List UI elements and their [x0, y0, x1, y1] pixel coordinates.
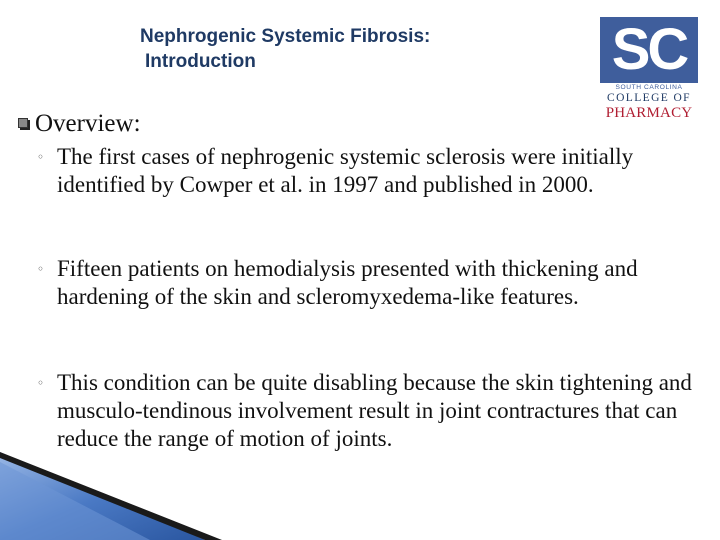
overview-heading	[18, 110, 141, 138]
logo-mark: SC	[600, 17, 698, 83]
slide-title	[140, 24, 560, 74]
logo-line-3: PHARMACY	[605, 105, 693, 121]
checkbox-square-icon	[18, 118, 28, 128]
overview-label: Overview:	[35, 110, 141, 137]
slide-title-line-2: Introduction	[145, 51, 256, 72]
bullet-point-2-text: Fifteen patients on hemodialysis presented with thickening and hardening of the skin and scleromyxedema-like features.	[57, 256, 638, 309]
circle-bullet-icon: ◦	[37, 262, 45, 276]
bullet-point-3-text: This condition can be quite disabling because the skin tightening and musculo-tendinous involvement result in joint contractures that can reduce the range of motion of joints.	[57, 370, 692, 451]
circle-bullet-icon: ◦	[37, 376, 45, 390]
logo-line-2: COLLEGE OF	[607, 92, 691, 104]
slide-title-line-1: Nephrogenic Systemic Fibrosis:	[140, 26, 431, 47]
circle-bullet-icon: ◦	[37, 150, 45, 164]
bullet-point-1-text: The first cases of nephrogenic systemic sclerosis were initially identified by Cowper et al. in 1997 and published in 2000.	[57, 144, 634, 197]
logo-line-1: SOUTH CAROLINA	[615, 84, 683, 91]
bullet-point-1	[37, 143, 702, 199]
college-logo	[598, 17, 700, 121]
decorative-corner-band	[0, 440, 320, 540]
bullet-point-2	[37, 255, 702, 311]
